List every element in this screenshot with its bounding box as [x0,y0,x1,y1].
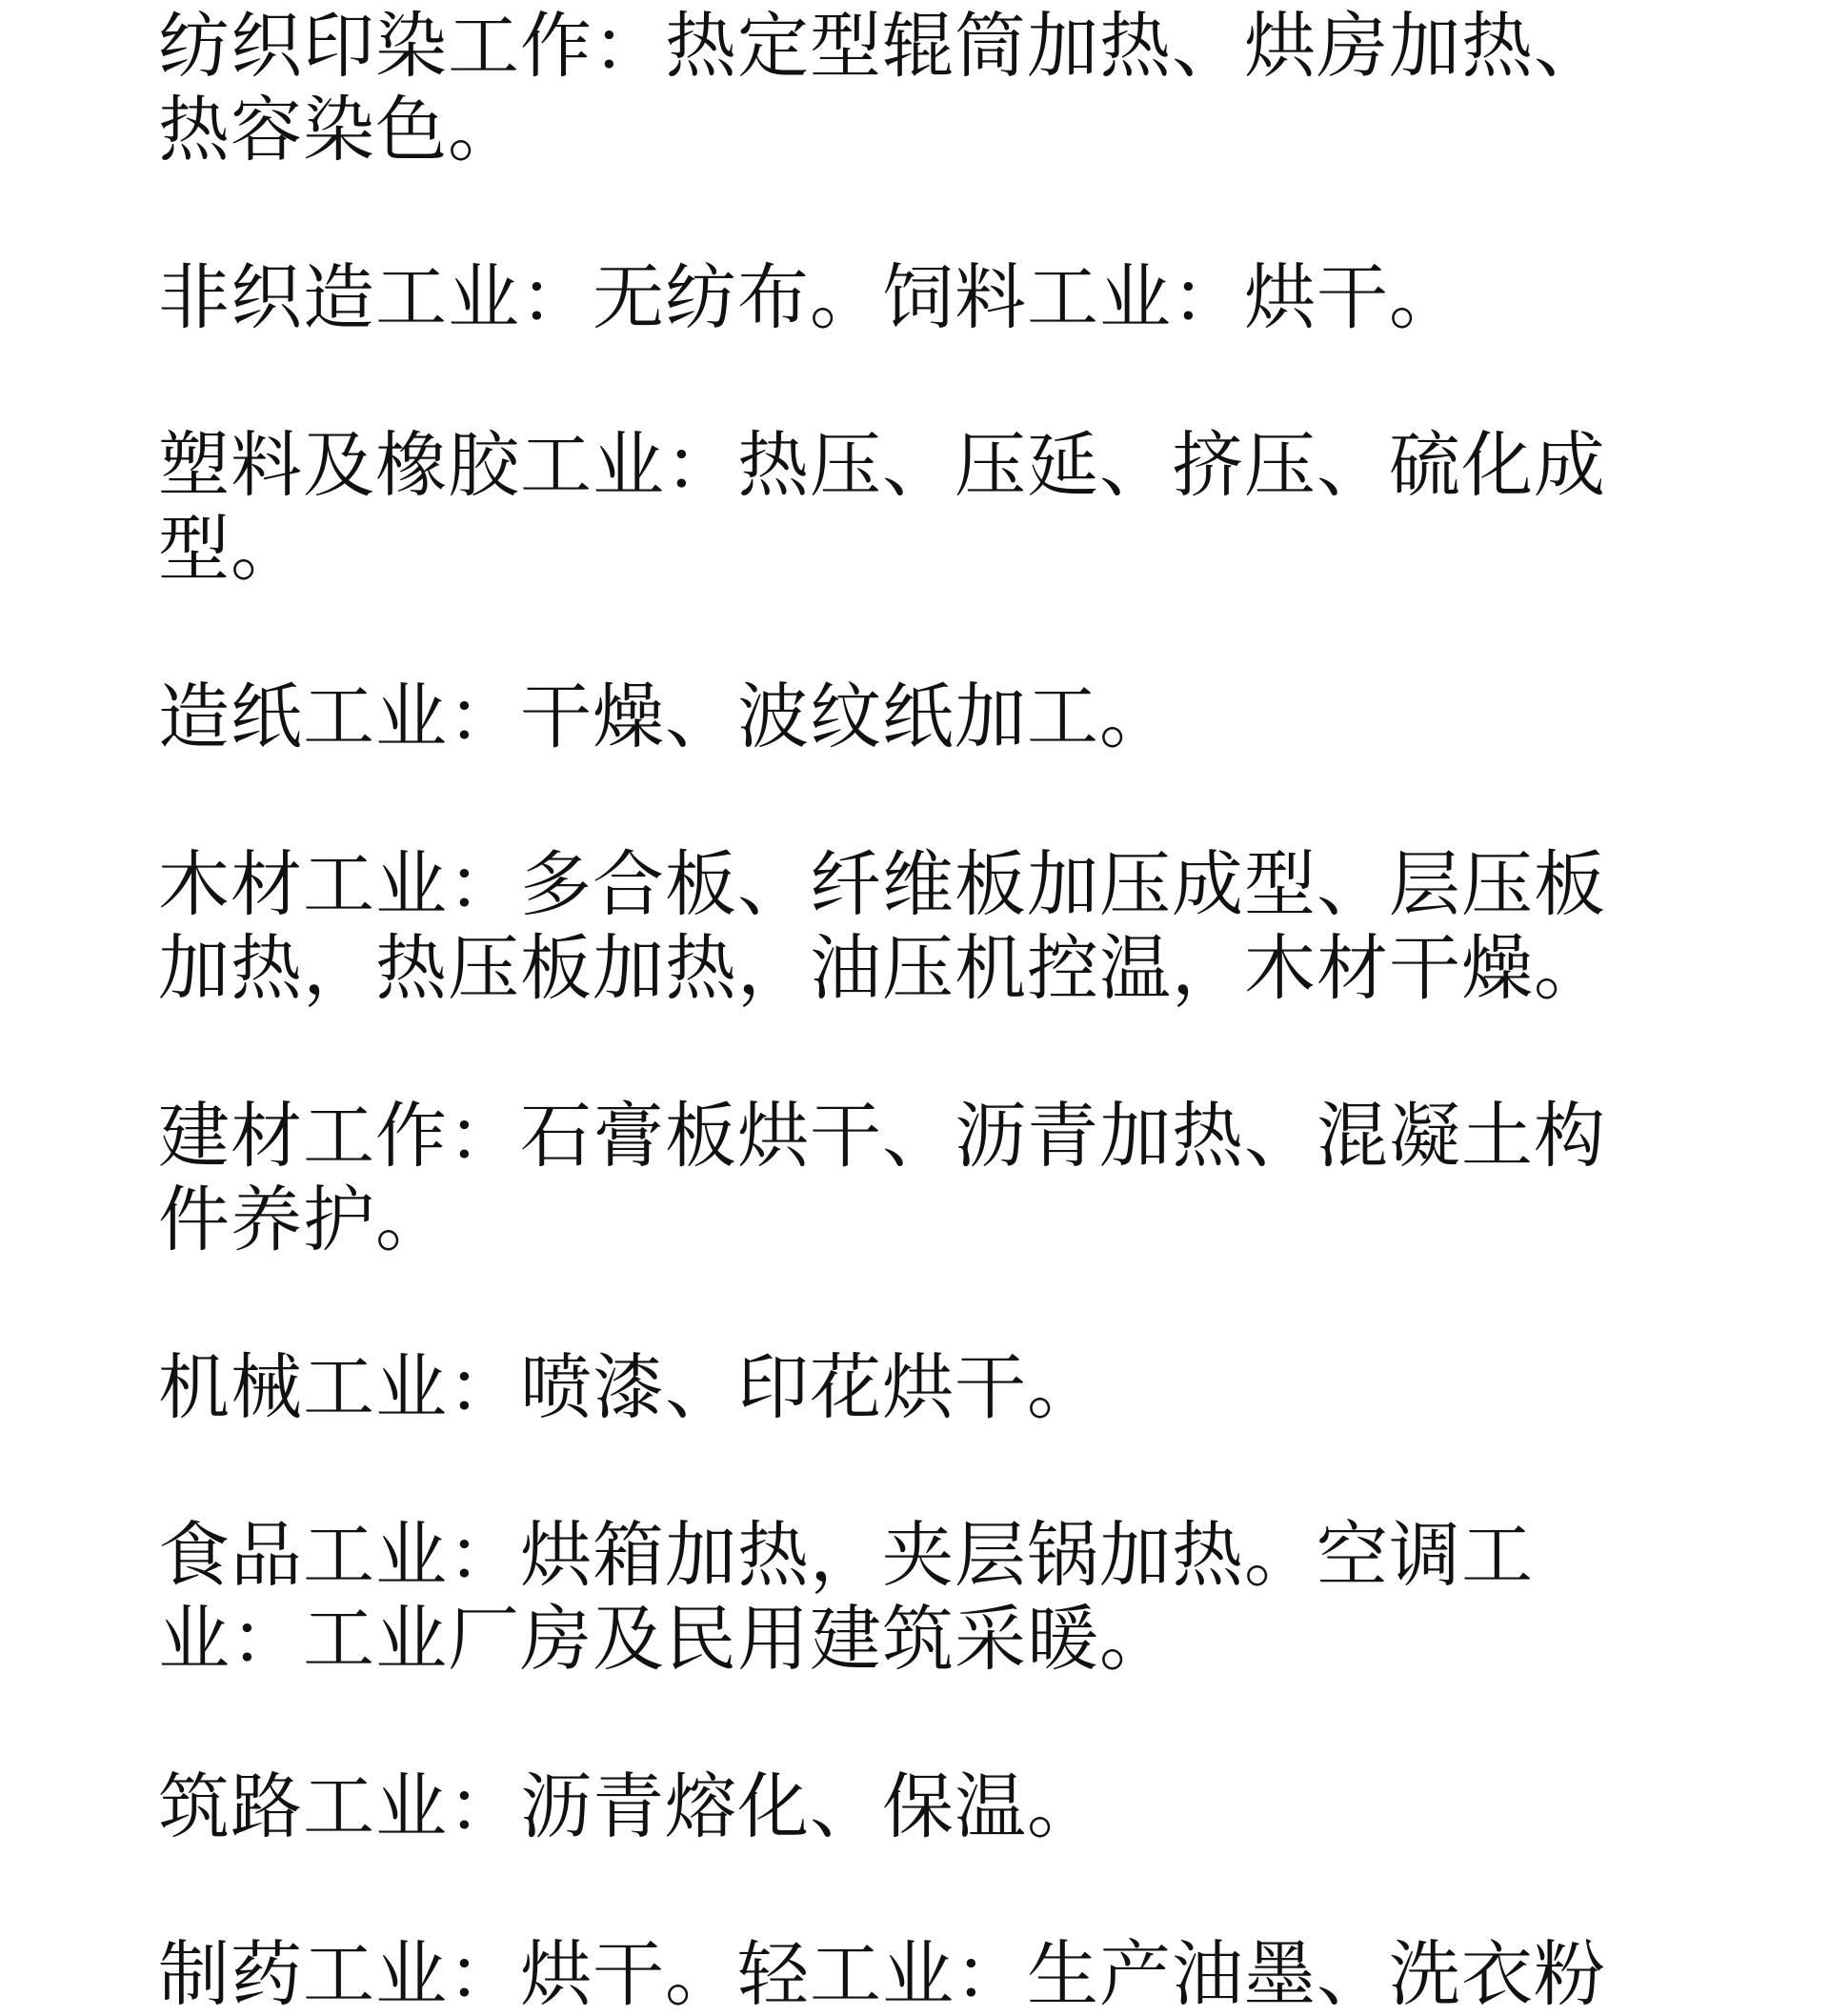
document-body [158,4,1673,2016]
paragraph-plastic-rubber: 塑料及橡胶工业：热压、压延、挤压、硫化成型。 [158,423,1607,591]
paragraph-paper: 造纸工业：干燥、波纹纸加工。 [158,675,1173,758]
paragraph-wood: 木材工业：多合板、纤维板加压成型、层压板加热，热压板加热，油压机控温，木材干燥。 [158,842,1607,1010]
paragraph-machinery: 机械工业：喷漆、印花烘干。 [158,1345,1100,1429]
paragraph-textile: 纺织印染工作：热定型辊筒加热、烘房加热、热容染色。 [158,4,1607,171]
paragraph-pharma-light: 制药工业：烘干。轻工业：生产油墨、洗衣粉 [158,1932,1607,2016]
paragraph-building-materials: 建材工作：石膏板烘干、沥青加热、混凝土构件养护。 [158,1094,1607,1261]
paragraph-food-hvac: 食品工业：烘箱加热，夹层锅加热。空调工业：工业厂房及民用建筑采暖。 [158,1513,1535,1681]
paragraph-road: 筑路工业：沥青熔化、保温。 [158,1764,1100,1848]
paragraph-nonwoven-feed: 非织造工业：无纺布。饲料工业：烘干。 [158,255,1462,339]
